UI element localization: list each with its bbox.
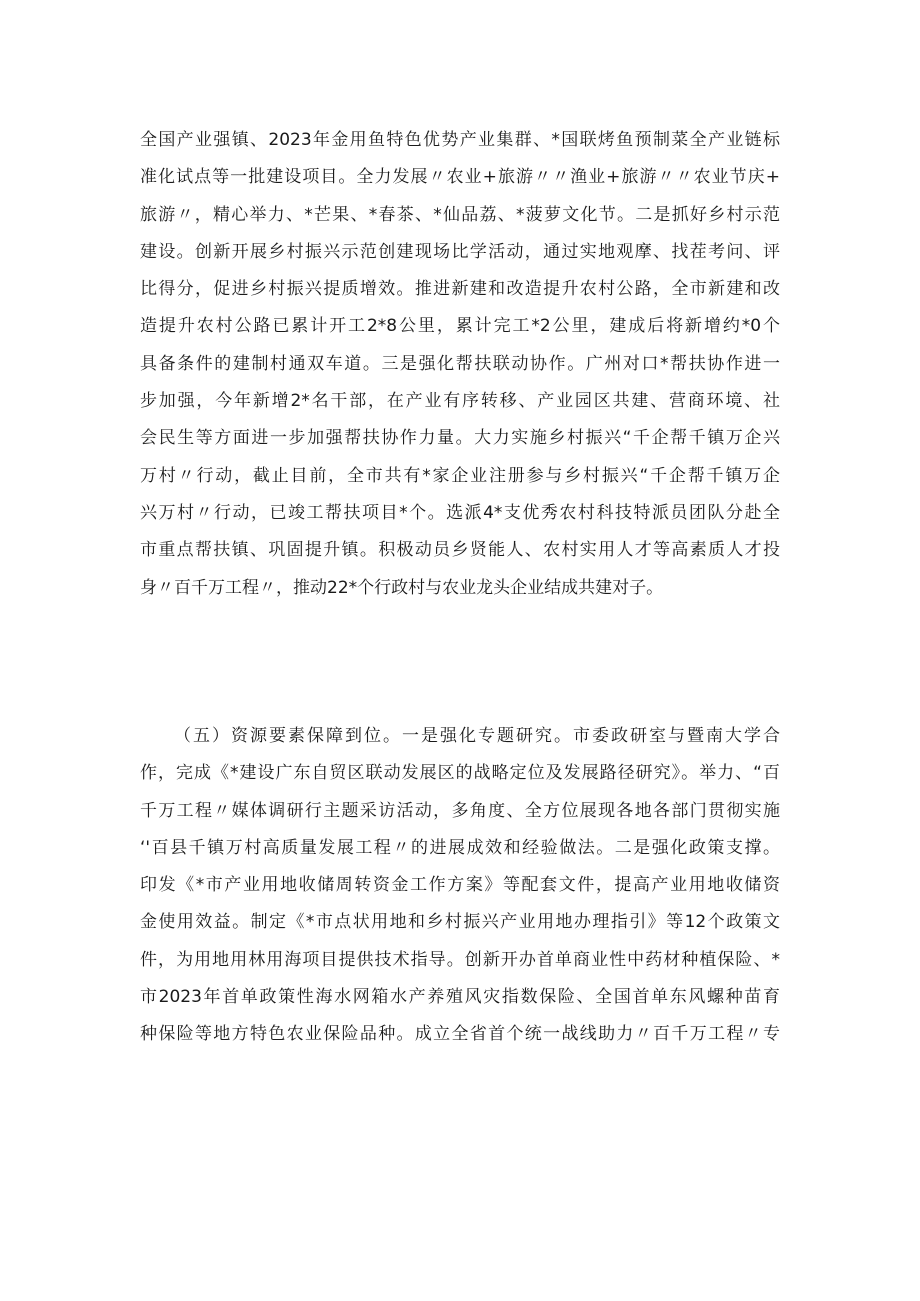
text-line: 金使用效益。制定《*市点状用地和乡村振兴产业用地办理指引》等12个政策文 (140, 912, 780, 933)
text-line: 市2023年首单政策性海水网箱水产养殖风灾指数保险、全国首单东风螺种苗育 (140, 987, 780, 1008)
text-line: 造提升农村公路已累计开工2*8公里，累计完工*2公里，建成后将新增约*0个 (140, 316, 780, 337)
text-line: 旅游〃，精心举力、*芒果、*春茶、*仙品荔、*菠萝文化节。二是抓好乡村示范 (140, 204, 780, 225)
text-line: 印发《*市产业用地收储周转资金工作方案》等配套文件，提高产业用地收储资 (140, 875, 780, 896)
text-line: 千万工程〃媒体调研行主题采访活动，多角度、全方位展现各地各部门贯彻实施 (140, 800, 780, 821)
text-line: 比得分，促进乡村振兴提质增效。推进新建和改造提升农村公路，全市新建和改 (140, 279, 780, 300)
text-line: 作，完成《*建设广东自贸区联动发展区的战略定位及发展路径研究》。举力、“百 (140, 763, 780, 784)
text-line: 全国产业强镇、2023年金用鱼特色优势产业集群、*国联烤鱼预制菜全产业链标 (140, 130, 780, 150)
text-line: 身〃百千万工程〃，推动22*个行政村与农业龙头企业结成共建对子。 (140, 577, 664, 598)
text-line: 建设。创新开展乡村振兴示范创建现场比学活动，通过实地观摩、找茬考问、评 (140, 241, 780, 262)
text-line: 准化试点等一批建设项目。全力发展〃农业+旅游〃〃渔业+旅游〃〃农业节庆+ (140, 167, 780, 188)
text-line: 种保险等地方特色农业保险品种。成立全省首个统一战线助力〃百千万工程〃专 (140, 1024, 780, 1045)
text-line: 件，为用地用林用海项目提供技术指导。创新开办首单商业性中药材种植保险、* (140, 949, 780, 970)
section-heading-line: （五）资源要素保障到位。一是强化专题研究。市委政研室与暨南大学合 (174, 726, 780, 746)
text-line: 万村〃行动，截止目前，全市共有*家企业注册参与乡村振兴“千企帮千镇万企 (140, 465, 780, 486)
paragraph-rural-revitalization (140, 122, 780, 607)
text-line: 会民生等方面进一步加强帮扶协作力量。大力实施乡村振兴“千企帮千镇万企兴 (140, 428, 780, 449)
text-line: 市重点帮扶镇、巩固提升镇。积极动员乡贤能人、农村实用人才等高素质人才投 (140, 540, 780, 561)
text-line: 具备条件的建制村通双车道。三是强化帮扶联动协作。广州对口*帮扶协作进一 (140, 353, 780, 374)
text-line: 兴万村〃行动，已竣工帮扶项目*个。选派4*支优秀农村科技特派员团队分赴全 (140, 502, 780, 523)
paragraph-resource-guarantee (140, 718, 780, 1054)
text-line: ‘'百县千镇万村高质量发展工程〃的进展成效和经验做法。二是强化政策支撑。 (140, 837, 780, 858)
text-line: 步加强，今年新增2*名干部，在产业有序转移、产业园区共建、营商环境、社 (140, 391, 780, 412)
